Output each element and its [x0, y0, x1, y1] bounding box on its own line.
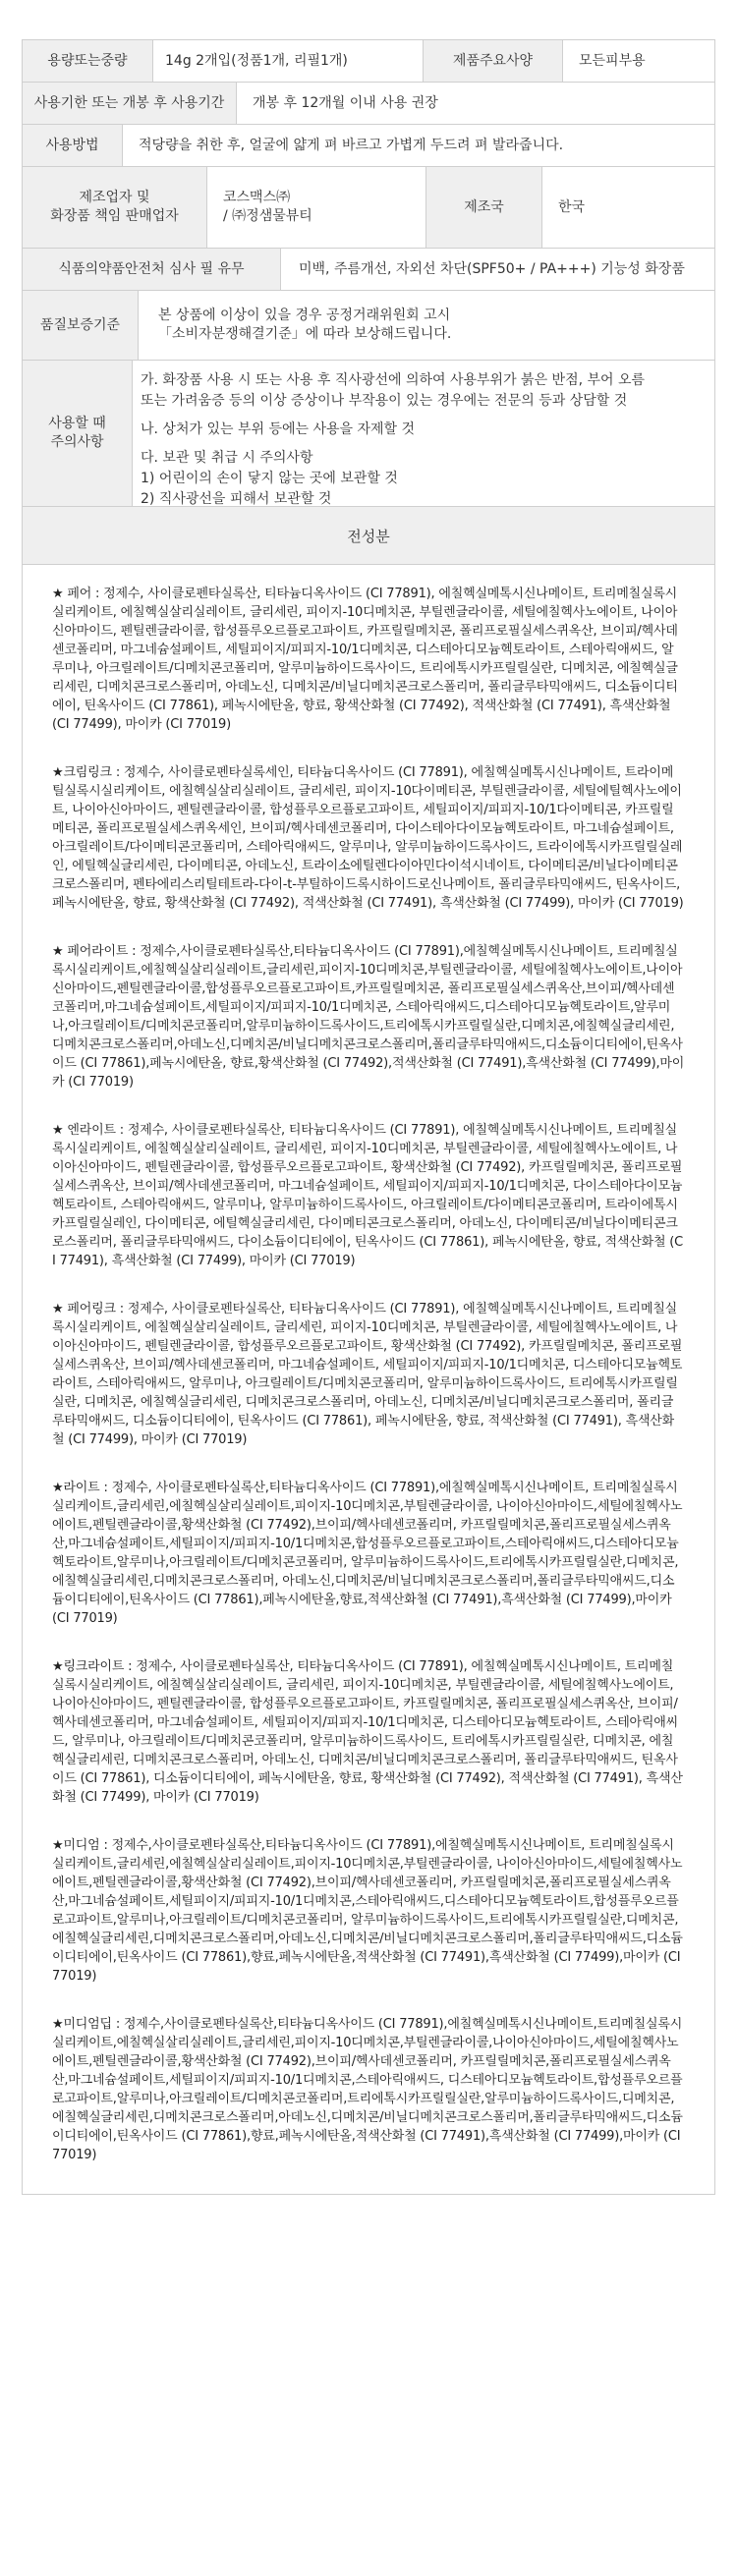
caution-item-da: 다. 보관 및 취급 시 주의사항 1) 어린이의 손이 닿지 않는 곳에 보관할 것 2) 직사광선을 피해서 보관할 것 [141, 450, 398, 507]
usage-label: 사용방법 [23, 125, 123, 166]
mfds-label: 식품의약품안전처 심사 필 유무 [23, 249, 281, 290]
caution-item-ga: 가. 화장품 사용 시 또는 사용 후 직사광선에 의하여 사용부위가 붉은 반점, 부어 오름 또는 가려움증 등의 이상 증상이나 부작용이 있는 경우에는 전문의 등과 상담할 것 [141, 372, 646, 409]
expiry-label: 사용기한 또는 개봉 후 사용기간 [23, 83, 237, 124]
ingredient-entry-medium: ★미디엄 : 정제수,사이클로펜타실록산,티타늄디옥사이드 (CI 77891),에칠헥실메톡시신나메이트, 트리메칠실록시실리케이트,글리세린,에칠헥실살리실레이트,피이지-10디메치콘,부틸렌글라이콜, 나이아신아마이드,세틸에칠헥사노에이트,펜틸렌글라이콜,황색산화철 (CI 77492),브이피/헥사데센코폴리머, 카프릴릴메치콘,폴리프로필실세스퀴옥산,마그네슘설페이트,세틸피이지/피피지-10/1디메치콘,스테아릭애씨드,디스테아디모늄헥토라이트,합성플루오르플로고파이트,알루미나,아크릴레이트/디메치콘코폴리머, 알루미늄하이드록사이드,트리에톡시카프릴릴실란,디메치콘,에칠헥실글리세린,디메치콘크로스폴리머,아데노신,디메치콘/비닐디메치콘크로스폴리머,폴리글루타믹애씨드,디소듐이디티에이,틴옥사이드 (CI 77861),향료,페녹시에탄올,적색산화철 (CI 77491),흑색산화철 (CI 77499),마이카 (CI 77019) [52, 1838, 683, 1984]
country-value: 한국 [558, 198, 586, 215]
manufacturer-label: 제조업자 및 화장품 책임 판매업자 [23, 167, 207, 248]
spec-label: 제품주요사양 [424, 40, 563, 82]
spec-value: 모든피부용 [579, 52, 646, 69]
ingredient-entry-cream-pink: ★크림링크 : 정제수, 사이클로펜타실록세인, 티타늄디옥사이드 (CI 77891), 에칠헥실메톡시신나메이트, 트라이메틸실록시실리케이트, 에칠헥실살리실레이트, 글리세린, 피이지-10다이메티콘, 부틸렌글라이콜, 세틸에틸헥사노에이트, 나이아신아마이드, 펜틸렌글라이콜, 합성플루오르플로고파이트, 세틸피이지/피피지-10/1다이메티콘, 카프릴릴메티콘, 폴리프로필실세스퀴옥세인, 브이피/헥사데센코폴리머, 다이스테아다이모늄헥토라이트, 마그네슘설페이트, 아크릴레이트/다이메티콘코폴리머, 스테아릭애씨드, 알루미나, 알루미늄하이드록사이드, 트라이에톡시카프릴릴실레인, 에틸헥실글리세린, 다이메티콘, 아데노신, 트라이소에틸렌다이아민다이석시네이트, 다이메티콘/비닐다이메티콘크로스폴리머, 펜타에리스리틸테트라-다이-t-부틸하이드록시하이드로신나메이트, 폴리글루타믹애씨드, 틴옥사이드, 페녹시에탄올, 향료, 황색산화철 (CI 77492), 적색산화철 (CI 77491), 흑색산화철 (CI 77499), 마이카 (CI 77019) [52, 765, 684, 911]
row-warranty [23, 291, 714, 361]
ingredient-entry-pink-light: ★링크라이트 : 정제수, 사이클로펜타실록산, 티타늄디옥사이드 (CI 77891), 에칠헥실메톡시신나메이트, 트리메칠실록시실리케이트, 에칠헥실살리실레이트, 글리세린, 피이지-10디메치콘, 부틸렌글라이콜, 세틸에칠헥사노에이트, 나이아신아마이드, 펜틸렌글라이콜, 합성플루오르플로고파이트, 카프릴릴메치콘, 폴리프로필실세스퀴옥산, 브이피/헥사데센코폴리머, 마그네슘설페이트, 세틸피이지/피피지-10/1디메치콘, 디스테아디모늄헥토라이트, 스테아릭애씨드, 알루미나, 아크릴레이트/디메치콘코폴리머, 알루미늄하이드록사이드, 트리에톡시카프릴릴실란, 디메치콘, 에칠헥실글리세린, 디메치콘크로스폴리머, 아데노신, 디메치콘/비닐디메치콘크로스폴리머, 폴리글루타믹애씨드, 틴옥사이드 (CI 77861), 디소듐이디티에이, 페녹시에탄올, 향료, 황색산화철 (CI 77492), 적색산화철 (CI 77491), 흑색산화철 (CI 77499), 마이카 (CI 77019) [52, 1659, 683, 1805]
expiry-value: 개봉 후 12개월 이내 사용 권장 [253, 94, 438, 111]
ingredients-list [23, 565, 714, 2164]
row-expiry [23, 83, 714, 125]
caution-list [133, 361, 714, 506]
capacity-value: 14g 2개입(정품1개, 리필1개) [153, 40, 424, 82]
ingredients-title: 전성분 [23, 507, 714, 565]
caution-label: 사용할 때 주의사항 [23, 361, 133, 506]
row-manufacturer [23, 167, 714, 249]
row-capacity [23, 40, 714, 83]
row-mfds [23, 249, 714, 291]
caution-item-na: 나. 상처가 있는 부위 등에는 사용을 자제할 것 [141, 421, 416, 437]
row-caution [23, 361, 714, 507]
manufacturer-value: 코스맥스㈜ / ㈜정샘물뷰티 [207, 167, 426, 248]
ingredient-entry-medium-deep: ★미디엄딥 : 정제수,사이클로펜타실록산,티타늄디옥사이드 (CI 77891),에칠헥실메톡시신나메이트,트리메칠실록시실리케이트,에칠헥실살리실레이트,글리세린,피이지-10디메치콘,부틸렌글라이콜,나이아신아마이드,세틸에칠헥사노에이트,펜틸렌글라이콜,황색산화철 (CI 77492),브이피/헥사데센코폴리머, 카프릴릴메치콘,폴리프로필실세스퀴옥산,마그네슘설페이트,세틸피이지/피피지-10/1디메치콘,스테아릭애씨드, 디스테아디모늄헥토라이트,합성플루오르플로고파이트,알루미나,아크릴레이트/디메치콘코폴리머,트리에톡시카프릴릴실란,알루미늄하이드록사이드,디메치콘,에칠헥실글리세린,디메치콘크로스폴리머,아데노신,디메치콘/비닐디메치콘크로스폴리머,폴리글루타믹애씨드,디소듐이디티에이,틴옥사이드 (CI 77861),향료,페녹시에탄올,적색산화철 (CI 77491),흑색산화철 (CI 77499),마이카 (CI 77019) [52, 2017, 683, 2162]
product-info-table [22, 39, 715, 2195]
ingredient-entry-fair-pink: ★ 페어링크 : 정제수, 사이클로펜타실록산, 티타늄디옥사이드 (CI 77891), 에칠헥실메톡시신나메이트, 트리메칠실록시실리케이트, 에칠헥실살리실레이트, 글리세린, 피이지-10디메치콘, 부틸렌글라이콜, 세틸에칠헥사노에이트, 나이아신아마이드, 펜틸렌글라이콜, 합성플루오르플로고파이트, 황색산화철 (CI 77492), 카프릴릴메치콘, 폴리프로필실세스퀴옥산, 브이피/헥사데센코폴리머, 마그네슘설페이트, 세틸피이지/피피지-10/1디메치콘, 디스테아디모늄헥토라이트, 스테아릭애씨드, 알루미나, 아크릴레이트/디메치콘코폴리머, 알루미늄하이드록사이드, 트리에톡시카프릴릴실란, 디메치콘, 에칠헥실글리세린, 디메치콘크로스폴리머, 아데노신, 디메치콘/비닐디메치콘크로스폴리머, 폴리글루타믹애씨드, 디소듐이디티에이, 틴옥사이드 (CI 77861), 페녹시에탄올, 향료, 적색산화철 (CI 77491), 흑색산화철 (CI 77499), 마이카 (CI 77019) [52, 1302, 683, 1447]
ingredient-entry-en-light: ★ 엔라이트 : 정제수, 사이클로펜타실록산, 티타늄디옥사이드 (CI 77891), 에칠헥실메톡시신나메이트, 트리메칠실록시실리케이트, 에칠헥실살리실레이트, 글리세린, 피이지-10디메치콘, 부틸렌글라이콜, 세틸에칠헥사노에이트, 나이아신아마이드, 펜틸렌글라이콜, 합성플루오르플로고파이트, 황색산화철 (CI 77492), 카프릴릴메치콘, 폴리프로필실세스퀴옥산, 브이피/헥사데센코폴리머, 마그네슘설페이트, 세틸피이지/피피지-10/1디메치콘, 다이스테아다이모늄헥토라이트, 스테아릭애씨드, 알루미나, 알루미늄하이드록사이드, 아크릴레이트/다이메티콘코폴리머, 트라이에톡시카프릴릴실레인, 다이메티콘, 에틸헥실글리세린, 다이메티콘크로스폴리머, 아데노신, 다이메티콘/비닐다이메티콘크로스폴리머, 폴리글루타믹애씨드, 다이소듐이디티에이, 틴옥사이드 (CI 77861), 페녹시에탄올, 향료, 적색산화철 (CI 77491), 흑색산화철 (CI 77499), 마이카 (CI 77019) [52, 1123, 684, 1268]
country-label: 제조국 [426, 167, 542, 248]
ingredient-entry-fair: ★ 페어 : 정제수, 사이클로펜타실록산, 티타늄디옥사이드 (CI 77891), 에칠헥실메톡시신나메이트, 트리메칠실록시실리케이트, 에칠헥실살리실레이트, 글리세린, 피이지-10디메치콘, 부틸렌글라이콜, 세틸에칠헥사노에이트, 나이아신아마이드, 펜틸렌글라이콜, 합성플루오르플로고파이트, 카프릴릴메치콘, 폴리프로필실세스퀴옥산, 브이피/헥사데센코폴리머, 마그네슘설페이트, 세틸피이지/피피지-10/1디메치콘, 디스테아디모늄헥토라이트, 스테아릭애씨드, 알루미나, 아크릴레이트/디메치콘코폴리머, 알루미늄하이드록사이드, 트리에톡시카프릴릴실란, 디메치콘, 에칠헥실글리세린, 디메치콘크로스폴리머, 아데노신, 디메치콘/비닐디메치콘크로스폴리머, 폴리글루타믹애씨드, 디소듐이디티에이, 틴옥사이드 (CI 77861), 페녹시에탄올, 향료, 황색산화철 (CI 77492), 적색산화철 (CI 77491), 흑색산화철 (CI 77499), 마이카 (CI 77019) [52, 587, 678, 732]
warranty-label: 품질보증기준 [23, 291, 139, 360]
capacity-label: 용량또는중량 [23, 40, 153, 82]
row-usage [23, 125, 714, 167]
mfds-value: 미백, 주름개선, 자외선 차단(SPF50+ / PA+++) 기능성 화장품 [299, 260, 685, 277]
warranty-value: 본 상품에 이상이 있을 경우 공정거래위원회 고시 「소비자분쟁해결기준」에 따라 보상해드립니다. [158, 308, 452, 342]
ingredient-entry-light: ★라이트 : 정제수, 사이클로펜타실록산,티타늄디옥사이드 (CI 77891),에칠헥실메톡시신나메이트, 트리메칠실록시실리케이트,글리세린,에칠헥실살리실레이트,피이지-10디메치콘,부틸렌글라이콜, 나이아신아마이드,세틸에칠헥사노에이트,펜틸렌글라이콜,황색산화철 (CI 77492),브이피/헥사데센코폴리머, 카프릴릴메치콘,폴리프로필실세스퀴옥산,마그네슘설페이트,세틸피이지/피피지-10/1디메치콘,합성플루오르플로고파이트,스테아릭애씨드,디스테아디모늄헥토라이트,알루미나,아크릴레이트/디메치콘코폴리머, 알루미늄하이드록사이드,트리에톡시카프릴릴실란,디메치콘,에칠헥실글리세린,디메치콘크로스폴리머, 아데노신,디메치콘/비닐디메치콘크로스폴리머,폴리글루타믹애씨드,디소듐이디티에이,틴옥사이드 (CI 77861),페녹시에탄올,향료,적색산화철 (CI 77491),흑색산화철 (CI 77499),마이카 (CI 77019) [52, 1481, 683, 1626]
usage-value: 적당량을 취한 후, 얼굴에 얇게 펴 바르고 가볍게 두드려 펴 발라줍니다. [139, 137, 564, 153]
ingredient-entry-fair-light: ★ 페어라이트 : 정제수,사이클로펜타실록산,티타늄디옥사이드 (CI 77891),에칠헥실메톡시신나메이트, 트리메칠실록시실리케이트,에칠헥실살리실레이트,글리세린,피이지-10디메치콘,부틸렌글라이콜, 세틸에칠헥사노에이트,나이아신아마이드,펜틸렌글라이콜,합성플루오르플로고파이트,카프릴릴메치콘, 폴리프로필실세스퀴옥산,브이피/헥사데센코폴리머,마그네슘설페이트,세틸피이지/피피지-10/1디메치콘, 스테아릭애씨드,디스테아디모늄헥토라이트,알루미나,아크릴레이트/디메치콘코폴리머,알루미늄하이드록사이드,트리에톡시카프릴릴실란,디메치콘,에칠헥실글리세린,디메치콘크로스폴리머,아데노신,디메치콘/비닐디메치콘크로스폴리머,폴리글루타믹애씨드,디소듐이디티에이,틴옥사이드 (CI 77861),페녹시에탄올, 향료,황색산화철 (CI 77492),적색산화철 (CI 77491),흑색산화철 (CI 77499),마이카 (CI 77019) [52, 944, 685, 1090]
